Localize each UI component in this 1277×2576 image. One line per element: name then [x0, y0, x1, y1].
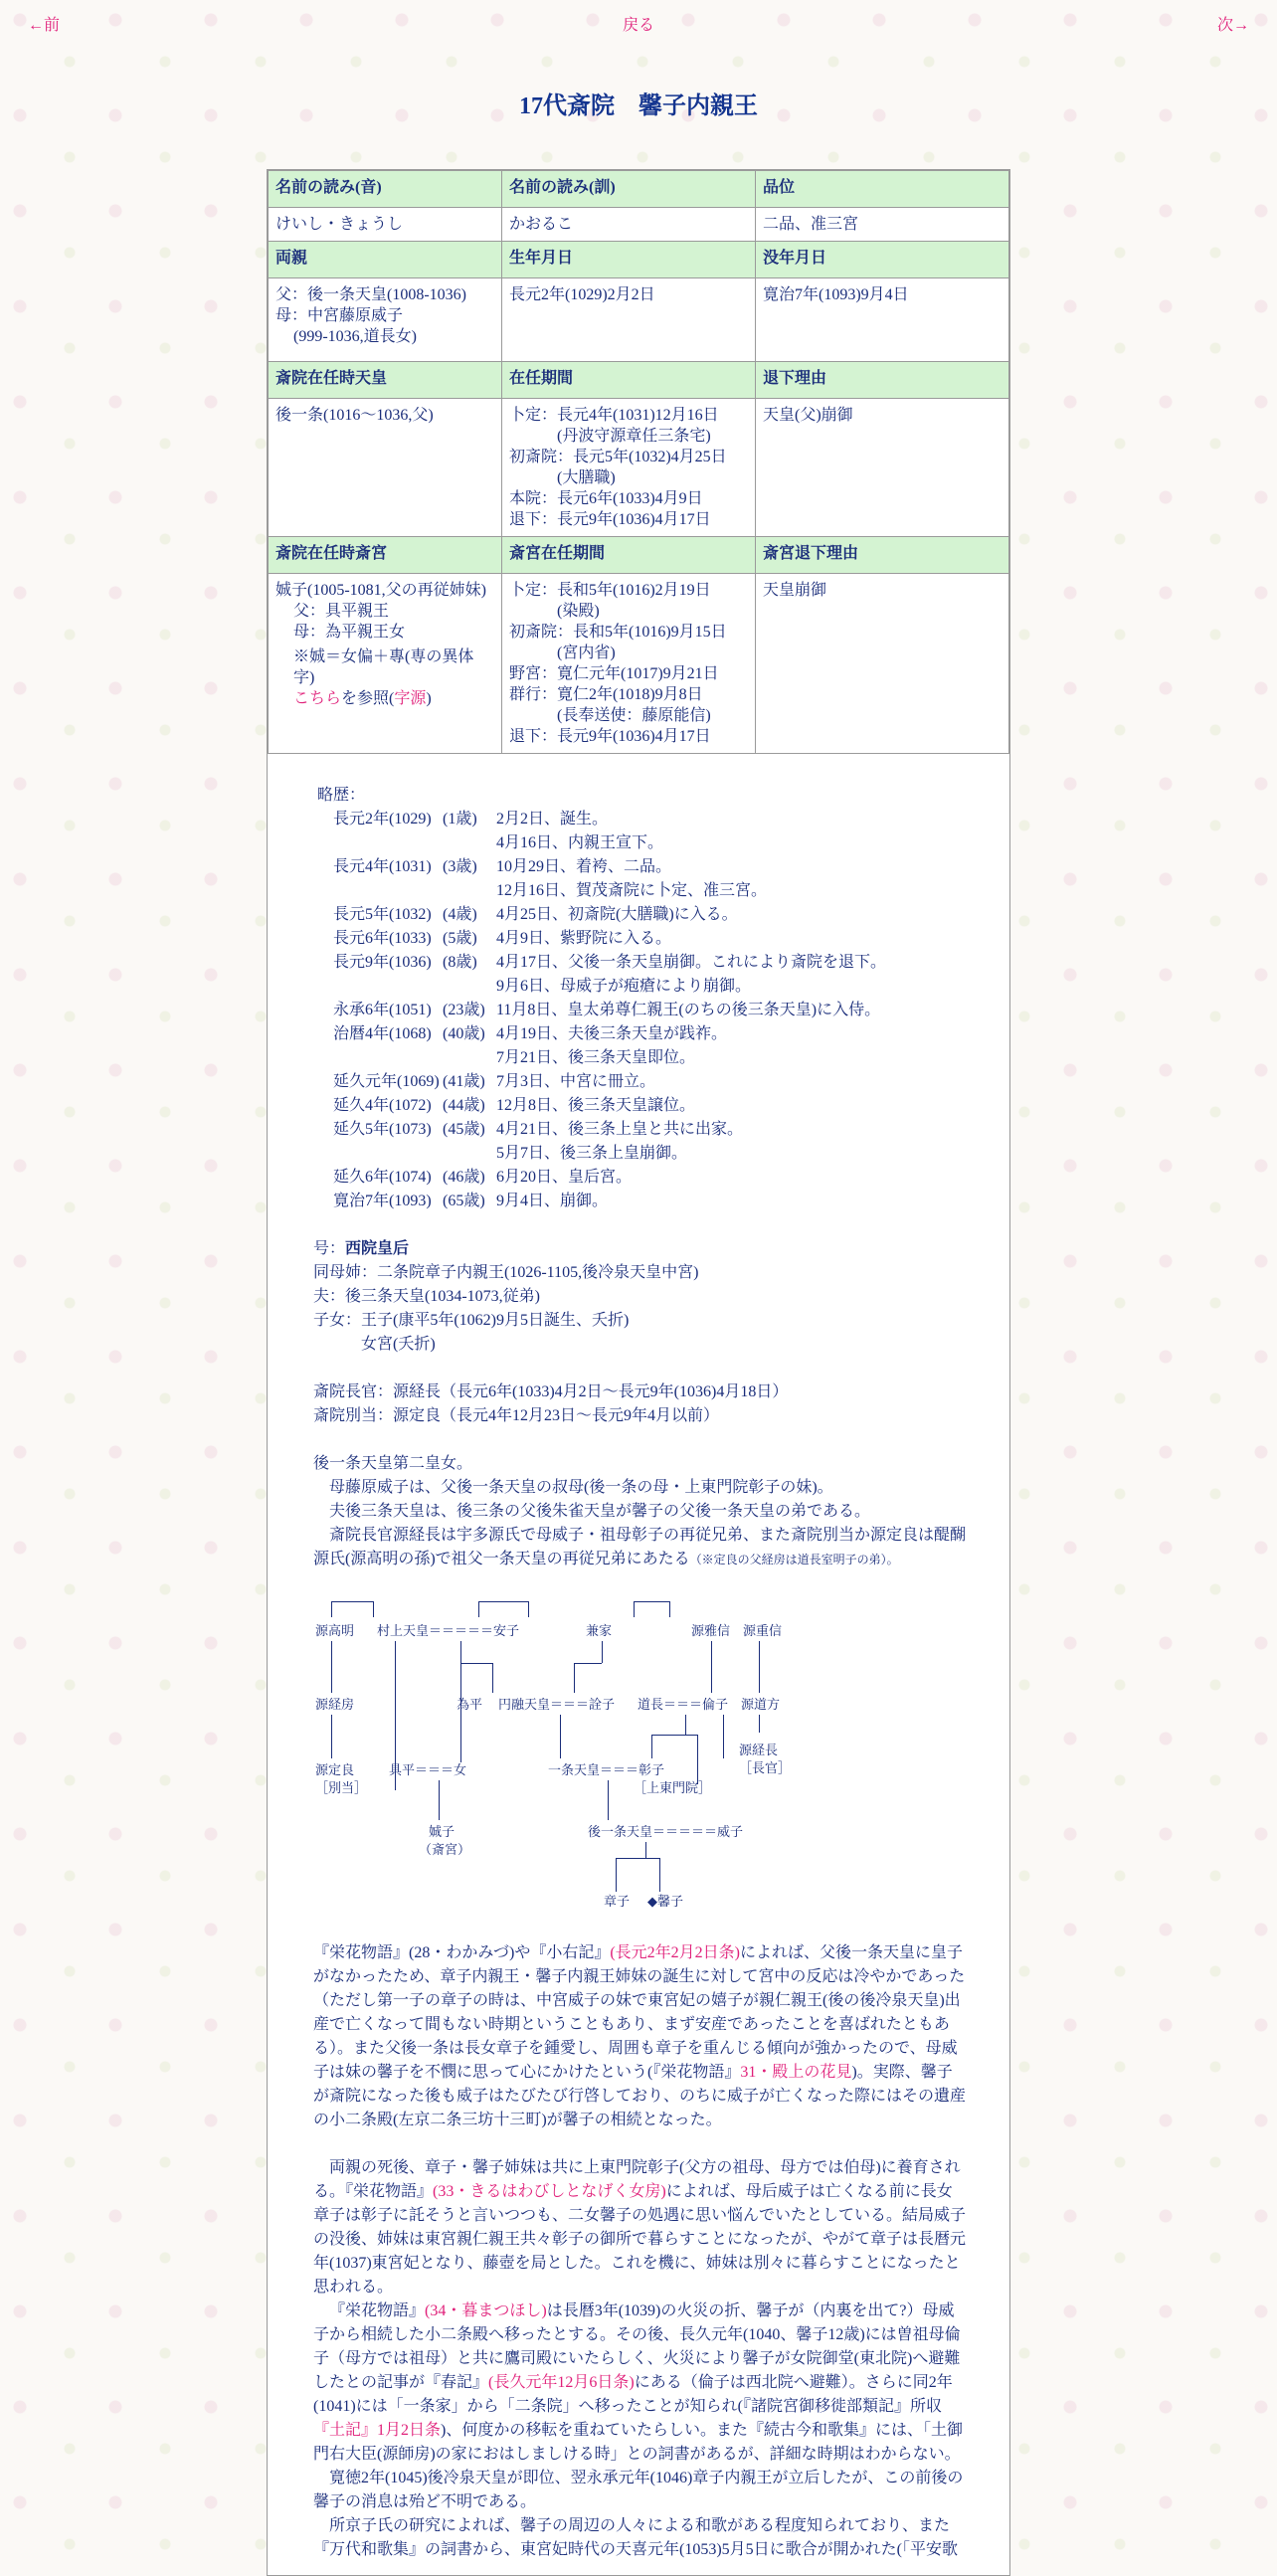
betto-line: 斎院別当：源定良（長元4年12月23日～長元9年4月以前） — [313, 1407, 720, 1424]
saigu-term-line: 退下：長元9年(1036)4月17日 — [509, 728, 711, 745]
emperor-cell: 後一条(1016～1036,父) — [269, 399, 502, 537]
history-age: (1歳) — [443, 811, 477, 828]
history-event: 4月17日、父後一条天皇崩御。これにより斎院を退下。 — [496, 954, 887, 971]
saigu-note: ※娍＝女偏＋專(専の異体字) — [293, 648, 474, 686]
tree-node: ［長官］ — [739, 1760, 792, 1775]
history-age: (46歳) — [443, 1169, 485, 1186]
history-year: 治暦4年(1068) — [333, 1025, 432, 1042]
history-table — [333, 808, 886, 1213]
history-age: (3歳) — [443, 858, 477, 875]
saigu-term-line: 野宮：寛仁元年(1017)9月21日 — [509, 665, 719, 682]
history-year — [333, 879, 443, 903]
content-box — [267, 169, 1010, 2576]
back-link[interactable]: 戻る — [623, 17, 655, 34]
tree-node: 兼家 — [586, 1623, 613, 1638]
history-row — [333, 903, 886, 927]
term-line: 本院：長元6年(1033)4月9日 — [509, 490, 703, 507]
history-year: 長元2年(1029) — [333, 811, 432, 828]
table-row — [269, 574, 1009, 754]
history-row — [333, 855, 886, 879]
term-line: (大膳職) — [557, 469, 616, 486]
history-age — [443, 1046, 496, 1070]
saigu-ref — [275, 688, 494, 709]
header-cell: 斎院在任時天皇 — [269, 362, 502, 399]
eiga-p2-b: によれば、母后威子は亡くなる前に長女章子は彰子に託そうと言いつつも、二女馨子の処遇に思い悩んでいたとしている。結局威子の没後、姉妹は東宮親仁親王共々彰子の御所で暮らすことになったが、やがて章子は長暦元年(1037)東宮妃となり、藤壺を局とした。これを機に、姉妹は別々に暮らすことになったと思われる。 — [313, 2183, 967, 2296]
saigu-term-line: 初斎院：長和5年(1016)9月15日 — [509, 624, 727, 641]
eiga-p3-link3[interactable]: 『土記』1月2日条 — [313, 2422, 442, 2439]
header-cell: 斎院在任時斎宮 — [269, 537, 502, 574]
history-row — [333, 1022, 886, 1046]
history-year: 延久6年(1074) — [333, 1169, 432, 1186]
saigu-retire-cell: 天皇崩御 — [756, 574, 1009, 754]
tree-node: 章子 — [604, 1894, 631, 1909]
tree-node: ［別当］ — [315, 1780, 368, 1795]
history-row — [333, 927, 886, 951]
history-event: 5月7日、後三条上皇崩御。 — [496, 1145, 688, 1162]
history-year: 長元9年(1036) — [333, 954, 432, 971]
eiga-p2 — [313, 2156, 968, 2300]
retire-cell: 天皇(父)崩御 — [756, 399, 1009, 537]
desc-p1: 後一条天皇第二皇女。 — [313, 1455, 473, 1472]
header-cell: 品位 — [756, 171, 1009, 208]
info-table — [268, 170, 1009, 754]
page-title: 17代斎院 馨子内親王 — [519, 93, 758, 119]
tree-node: ［上東門院］ — [634, 1780, 712, 1795]
term-line: (丹波守源章任三条宅) — [557, 428, 711, 445]
tree-node: 源重信 — [743, 1623, 783, 1638]
rank: 二品、准三宮 — [756, 208, 1009, 242]
history-age: (44歳) — [443, 1097, 485, 1114]
history-year: 長元4年(1031) — [333, 858, 432, 875]
history-event: 2月2日、誕生。 — [496, 811, 609, 828]
history-event: 4月25日、初斎院(大膳職)に入る。 — [496, 906, 738, 923]
parents-cell — [269, 278, 502, 362]
history-year: 寛治7年(1093) — [333, 1193, 432, 1209]
history-year — [333, 1142, 443, 1166]
history-event: 4月21日、後三条上皇と共に出家。 — [496, 1121, 744, 1138]
table-row — [269, 399, 1009, 537]
history-event: 7月21日、後三条天皇即位。 — [496, 1049, 696, 1066]
eiga-section — [313, 1941, 968, 2562]
go-label: 号： — [313, 1240, 346, 1257]
header-cell: 退下理由 — [756, 362, 1009, 399]
table-row — [269, 278, 1009, 362]
history-row — [333, 879, 886, 903]
saigu-mother: 母：為平親王女 — [293, 624, 406, 641]
desc-p3: 夫後三条天皇は、後三条の父後朱雀天皇が馨子の父後一条天皇の弟である。 — [329, 1503, 871, 1520]
family-tree — [313, 1591, 970, 1920]
history-age — [443, 975, 496, 999]
father: 父：後一条天皇(1008-1036) — [275, 286, 466, 303]
history-row — [333, 999, 886, 1022]
child-line-2: 女宮(夭折) — [361, 1336, 436, 1353]
header-cell: 生年月日 — [502, 242, 756, 278]
history-year — [333, 831, 443, 855]
birth-date: 長元2年(1029)2月2日 — [502, 278, 756, 362]
eiga-p1-link[interactable]: (長元2年2月2日条) — [610, 1944, 741, 1961]
saigu-ref-link[interactable]: こちら — [293, 690, 342, 707]
saigu-term-cell — [502, 574, 756, 754]
tree-node: 源経房 — [315, 1697, 355, 1712]
tree-node: 一条天皇＝＝＝彰子 — [548, 1762, 665, 1777]
reading-on: けいし・きょうし — [269, 208, 502, 242]
history-year — [333, 975, 443, 999]
term-line: 初斎院：長元5年(1032)4月25日 — [509, 449, 727, 465]
history-age — [443, 879, 496, 903]
husband-line: 夫：後三条天皇(1034-1073,従弟) — [313, 1288, 540, 1305]
description — [313, 1452, 968, 1571]
header-cell: 名前の読み(訓) — [502, 171, 756, 208]
tree-node: 為平 — [456, 1697, 483, 1712]
history-event: 12月16日、賀茂斎院に卜定、准三宮。 — [496, 882, 768, 899]
history-row — [333, 1142, 886, 1166]
history-event: 7月3日、中宮に冊立。 — [496, 1073, 656, 1090]
term-line: 卜定：長元4年(1031)12月16日 — [509, 407, 719, 424]
table-row — [269, 208, 1009, 242]
history-event: 4月9日、紫野院に入る。 — [496, 930, 672, 947]
history-age — [443, 831, 496, 855]
table-row — [269, 362, 1009, 399]
term-cell — [502, 399, 756, 537]
header-cell: 在任期間 — [502, 362, 756, 399]
history-age: (40歳) — [443, 1025, 485, 1042]
eiga-p4: 寛徳2年(1045)後冷泉天皇が即位、翌永承元年(1046)章子内親王が立后したが、この前後の馨子の消息は殆ど不明である。 — [313, 2470, 964, 2510]
jigen-link[interactable]: 字源 — [394, 690, 427, 707]
history-age: (41歳) — [443, 1073, 485, 1090]
history-age: (5歳) — [443, 930, 477, 947]
tree-node: 村上天皇＝＝＝＝＝安子 — [377, 1623, 520, 1638]
eiga-p3-link[interactable]: (34・暮まつほし) — [425, 2302, 547, 2319]
tree-node: 源道方 — [741, 1697, 781, 1712]
desc-p4-text: 斎院長官源経長は宇多源氏で母威子・祖母彰子の再従兄弟、また斎院別当か源定良は醍醐源氏(源高明の孫)で祖父一条天皇の再従兄弟にあたる — [313, 1527, 967, 1567]
history-row — [333, 808, 886, 831]
saigu-name: 娍子(1005-1081,父の再従姉妹) — [275, 582, 486, 599]
history-age: (4歳) — [443, 906, 477, 923]
child-line: 子女：王子(康平5年(1062)9月5日誕生、夭折) — [313, 1312, 630, 1329]
saigu-term-line: (長奉送使：藤原能信) — [557, 707, 711, 724]
eiga-p3 — [313, 2300, 968, 2467]
history-row — [333, 1094, 886, 1118]
history-age: (23歳) — [443, 1002, 485, 1018]
history-age: (8歳) — [443, 954, 477, 971]
reading-kun: かおるこ — [502, 208, 756, 242]
history-row — [333, 951, 886, 975]
history-event: 9月6日、母威子が疱瘡により崩御。 — [496, 978, 752, 995]
tree-node: 源高明 — [315, 1623, 355, 1638]
eiga-p1-link2[interactable]: 31・殿上の花見 — [740, 2064, 852, 2081]
prev-link[interactable]: ←前 — [28, 17, 61, 34]
history-year: 長元5年(1032) — [333, 906, 432, 923]
saigu-term-line: 卜定：長和5年(1016)2月19日 — [509, 582, 711, 599]
tree-node: 後一条天皇＝＝＝＝＝威子 — [588, 1824, 744, 1839]
header-cell: 名前の読み(音) — [269, 171, 502, 208]
eiga-p3-b: は長暦3年(1039)の火災の折、馨子が（内裏を出て?）母威子から相続した小二条殿へ移ったとする。その後、長久元年(1040、馨子12歳)には曽祖母倫子（母方では祖母）と共に鷹司殿にいたらしく、火災により馨子が女院御堂(東北院)へ避難したとの記事が『春記』 — [313, 2302, 961, 2391]
eiga-p1-b: によれば、父後一条天皇に皇子がなかったため、章子内親王・馨子内親王姉妹の誕生に対して宮中の反応は冷やかであった（ただし第一子の章子の時は、中宮威子の妹で東宮妃の嬉子が親仁親王(後の後冷泉天皇)出産で亡くなって間もない時期ということもあり、まず安産であったことを喜ばれたともある）。また父後一条は長女章子を鍾愛し、周囲も章子を重んじる傾向が強かったので、母威子は妹の馨子を不憫に思って心にかけたという(『栄花物語』 — [313, 1944, 966, 2081]
chokan-line: 斎院長官：源経長（長元6年(1033)4月2日～長元9年(1036)4月18日） — [313, 1383, 789, 1400]
table-row — [269, 537, 1009, 574]
saigu-term-line: 群行：寛仁2年(1018)9月8日 — [509, 686, 703, 703]
sister-line: 同母姉：二条院章子内親王(1026-1105,後冷泉天皇中宮) — [313, 1264, 699, 1281]
eiga-p1-a: 『栄花物語』(28・わかみづ)や『小右記』 — [313, 1944, 611, 1961]
tree-node: 源雅信 — [691, 1623, 731, 1638]
tree-node: （斎宮） — [419, 1842, 471, 1857]
header-cell: 没年月日 — [756, 242, 1009, 278]
header-cell: 斎宮退下理由 — [756, 537, 1009, 574]
go-line — [313, 1237, 1009, 1261]
next-link[interactable]: 次→ — [1216, 17, 1249, 34]
header-cell: 斎宮在任期間 — [502, 537, 756, 574]
eiga-p3-c: にある（倫子は西北院へ避難）。さらに同2年(1041)には「一条家」から「二条院」へ移ったことが知られ(『諸院宮御移徙部類記』所収 — [313, 2374, 953, 2415]
tree-node: ◆馨子 — [647, 1894, 683, 1909]
history-age: (45歳) — [443, 1121, 485, 1138]
history-row — [333, 831, 886, 855]
history-row — [333, 1046, 886, 1070]
table-row — [269, 242, 1009, 278]
history-event: 4月16日、内親王宣下。 — [496, 834, 664, 851]
history-year: 延久5年(1073) — [333, 1121, 432, 1138]
eiga-p3-d: )、何度かの移転を重ねていたらしい。また『続古今和歌集』には、「土御門右大臣(源師房)の家におはしましける時」との詞書があるが、詳細な時期はわからない。 — [313, 2422, 963, 2463]
term-line: 退下：長元9年(1036)4月17日 — [509, 511, 711, 528]
eiga-p1 — [313, 1941, 968, 2132]
history-year — [333, 1046, 443, 1070]
tree-node: 源経長 — [739, 1743, 779, 1757]
eiga-p1-c: )。実際、馨子が斎院になった後も威子はたびたび行啓しており、のちに威子が亡くなった際にはその遺産の小二条殿(左京二条三坊十三町)が馨子の相続となった。 — [313, 2064, 967, 2128]
history-year: 延久4年(1072) — [333, 1097, 432, 1114]
tree-node: 円融天皇＝＝＝詮子 — [498, 1697, 616, 1712]
history-row — [333, 1070, 886, 1094]
saigu-term-line: (宮内省) — [557, 644, 616, 661]
mother: 母：中宮藤原威子 — [275, 307, 404, 324]
history-event: 10月29日、着袴、二品。 — [496, 858, 672, 875]
death-date: 寛治7年(1093)9月4日 — [756, 278, 1009, 362]
eiga-p3-link2[interactable]: (長久元年12月6日条) — [488, 2374, 635, 2391]
header-cell: 両親 — [269, 242, 502, 278]
desc-p4 — [313, 1524, 968, 1571]
saigu-father: 父：具平親王 — [293, 603, 390, 620]
tree-node: 具平＝＝＝女 — [389, 1762, 467, 1777]
eiga-p2-link[interactable]: (33・きるはわびしとなげく女房) — [433, 2183, 666, 2200]
history-year: 長元6年(1033) — [333, 930, 432, 947]
tree-node: 源定良 — [315, 1762, 355, 1777]
history-event: 6月20日、皇后宮。 — [496, 1169, 633, 1186]
history-event: 9月4日、崩御。 — [496, 1193, 609, 1209]
saigu-ref-text: を参照( — [341, 690, 395, 707]
desc-p2: 母藤原威子は、父後一条天皇の叔母(後一条の母・上東門院彰子の妹)。 — [329, 1479, 833, 1496]
mother-note: (999-1036,道長女) — [293, 328, 417, 345]
history-event: 11月8日、皇太弟尊仁親王(のちの後三条天皇)に入侍。 — [496, 1002, 881, 1018]
tree-node: 娍子 — [429, 1824, 456, 1839]
history-label: 略歴： — [317, 787, 366, 804]
history-age — [443, 1142, 496, 1166]
history-age: (65歳) — [443, 1193, 485, 1209]
saigu-ref-close: ) — [426, 690, 432, 707]
body-text — [268, 784, 1009, 2562]
history-row — [333, 975, 886, 999]
eiga-p3-a: 『栄花物語』 — [329, 2302, 426, 2319]
history-event: 4月19日、夫後三条天皇が践祚。 — [496, 1025, 728, 1042]
eiga-p2-a: 両親の死後、章子・馨子姉妹は共に上東門院彰子(父方の祖母、母方では伯母)に養育される。『栄花物語』 — [313, 2159, 961, 2200]
eiga-p5: 所京子氏の研究によれば、馨子の周辺の人々による和歌がある程度知られており、また『万代和歌集』の詞書から、東宮妃時代の天喜元年(1053)5月5日に歌合が開かれた(「平安歌 — [313, 2517, 958, 2558]
saigu-cell — [269, 574, 502, 754]
desc-p4-note: （※定良の父経房は道長室明子の弟）。 — [689, 1553, 899, 1566]
table-row — [269, 171, 1009, 208]
history-row — [333, 1118, 886, 1142]
history-row — [333, 1166, 886, 1190]
history-event: 12月8日、後三条天皇譲位。 — [496, 1097, 696, 1114]
history-year: 延久元年(1069) — [333, 1073, 440, 1090]
saigu-term-line: (染殿) — [557, 603, 600, 620]
history-year: 永承6年(1051) — [333, 1002, 432, 1018]
history-row — [333, 1190, 886, 1213]
go-value: 西院皇后 — [345, 1240, 410, 1257]
tree-node: 道長＝＝＝倫子 — [638, 1697, 729, 1712]
